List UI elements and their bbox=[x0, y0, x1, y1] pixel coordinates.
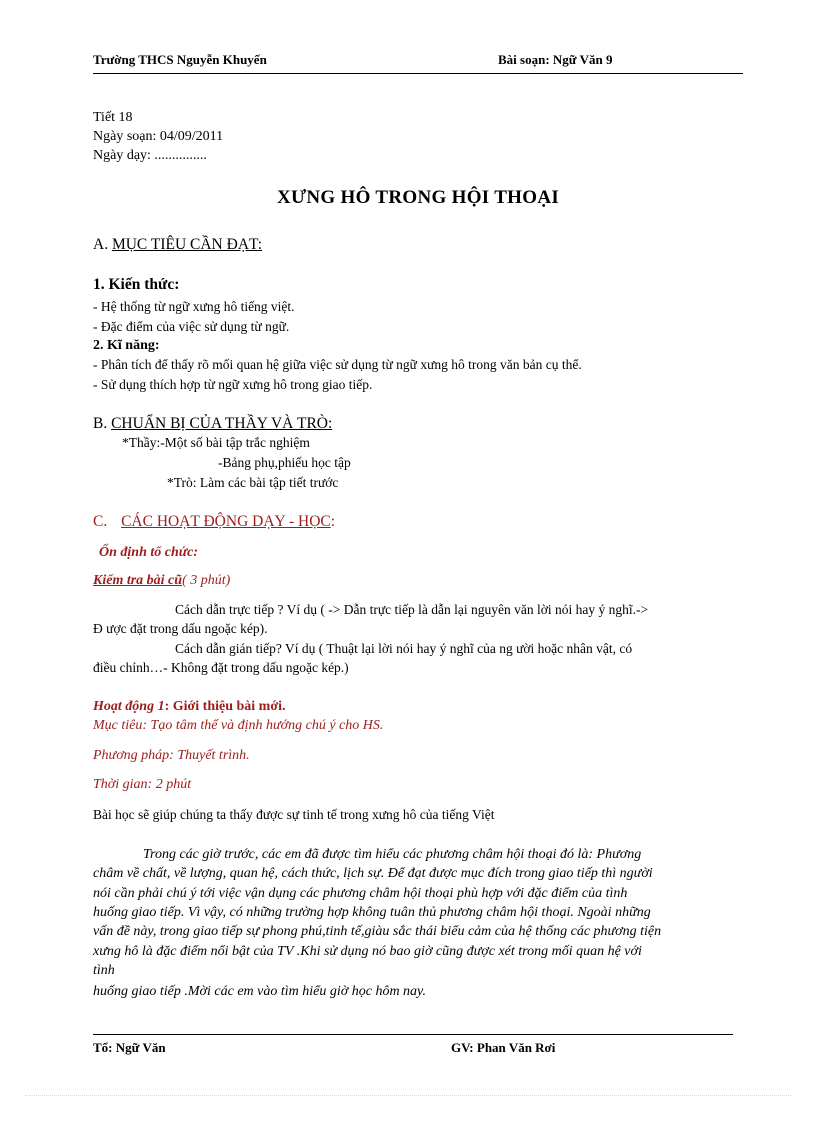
prepared-date: Ngày soạn: 04/09/2011 bbox=[93, 129, 224, 144]
student-prep: *Trò: Làm các bài tập tiết trước bbox=[167, 475, 339, 490]
activity-time: Thời gian: 2 phút bbox=[93, 777, 192, 792]
paragraph-line: huống giao tiếp. Vì vậy, có những trường hợp không tuân thủ phương châm hội thoại. Ngoài những bbox=[93, 905, 651, 920]
section-c-colon: : bbox=[330, 513, 336, 530]
page-title: XƯNG HÔ TRONG HỘI THOẠI bbox=[276, 187, 560, 208]
review-title: Kiểm tra bài cũ bbox=[93, 573, 183, 588]
review-heading bbox=[93, 573, 230, 589]
skills-item: - Sử dụng thích hợp từ ngữ xưng hô trong giao tiếp. bbox=[93, 377, 373, 392]
section-c-heading bbox=[93, 513, 335, 531]
knowledge-item: - Đặc điểm của việc sử dụng từ ngữ. bbox=[93, 319, 290, 334]
footer-dept: Tổ: Ngữ Văn bbox=[93, 1040, 166, 1055]
teacher-prep-2: -Bảng phụ,phiếu học tập bbox=[218, 455, 351, 470]
review-question-1-cont: Đ ược đặt trong dấu ngoặc kép). bbox=[93, 621, 268, 636]
section-a-title: MỤC TIÊU CẦN ĐẠT: bbox=[111, 236, 263, 253]
section-b-title: CHUẨN BỊ CỦA THẦY VÀ TRÒ: bbox=[111, 415, 333, 432]
review-time: ( 3 phút) bbox=[182, 573, 231, 588]
skills-heading: 2. Kĩ năng: bbox=[93, 338, 160, 353]
section-a-heading bbox=[93, 236, 262, 254]
taught-date: Ngày dạy: ............... bbox=[93, 148, 207, 163]
paragraph-line: châm về chất, về lượng, quan hệ, cách thức, lịch sự. Để đạt được mục đích trong giao tiếp thì người bbox=[93, 866, 653, 881]
review-question-2: Cách dẫn gián tiếp? Ví dụ ( Thuật lại lời nói hay ý nghĩ của ng ười hoặc nhân vật, có bbox=[175, 641, 633, 656]
header-school: Trường THCS Nguyễn Khuyến bbox=[93, 52, 267, 67]
paragraph-line: xưng hô là đặc điểm nổi bật của TV .Khi sử dụng nó bao giờ cũng được xét trong mối quan hệ với bbox=[93, 944, 642, 959]
teacher-prep: *Thầy:-Một số bài tập trắc nghiệm bbox=[122, 435, 310, 450]
section-c-letter: C. bbox=[93, 513, 108, 530]
section-b-heading bbox=[93, 415, 332, 433]
activity-method: Phương pháp: Thuyết trình. bbox=[93, 748, 250, 763]
period: Tiết 18 bbox=[93, 110, 133, 125]
header-rule bbox=[93, 73, 743, 74]
lesson-intro: Bài học sẽ giúp chúng ta thấy được sự tinh tế trong xưng hô của tiếng Việt bbox=[93, 807, 495, 822]
paragraph-line: tình bbox=[93, 963, 115, 978]
footer-rule bbox=[93, 1034, 733, 1035]
review-question-1: Cách dẫn trực tiếp ? Ví dụ ( -> Dẫn trực tiếp là dẫn lại nguyên văn lời nói hay ý nghĩ.-> bbox=[175, 602, 649, 617]
paragraph-line: vấn đề này, trong giao tiếp sự phong phú,tinh tế,giàu sắc thái biểu cảm của hệ thống các phương tiện bbox=[93, 924, 662, 939]
page-bottom-divider bbox=[25, 1095, 791, 1096]
stabilize-heading: Ổn định tổ chức: bbox=[99, 545, 199, 560]
footer-teacher: GV: Phan Văn Rơi bbox=[451, 1040, 556, 1055]
activity-heading bbox=[93, 699, 285, 715]
activity-label: Hoạt động 1 bbox=[93, 699, 165, 714]
knowledge-item: - Hệ thống từ ngữ xưng hô tiếng việt. bbox=[93, 299, 295, 314]
header-subject: Bài soạn: Ngữ Văn 9 bbox=[498, 52, 613, 67]
section-c-title: CÁC HOẠT ĐỘNG DẠY - HỌC bbox=[121, 513, 331, 530]
review-question-2-cont: điều chỉnh…- Không đặt trong dấu ngoặc kép.) bbox=[93, 660, 349, 675]
section-b-letter: B. bbox=[93, 415, 108, 432]
knowledge-heading: 1. Kiến thức: bbox=[93, 276, 180, 293]
activity-title: : Giới thiệu bài mới. bbox=[164, 699, 286, 714]
skills-item: - Phân tích để thấy rõ mối quan hệ giữa việc sử dụng từ ngữ xưng hô trong văn bản cụ thể. bbox=[93, 357, 582, 372]
paragraph-line: Trong các giờ trước, các em đã được tìm hiểu các phương châm hội thoại đó là: Phương bbox=[143, 847, 642, 862]
paragraph-line: nói cần phải chú ý tới việc vận dụng các phương châm hội thoại phù hợp với đặc điểm của tình bbox=[93, 886, 628, 901]
section-a-letter: A. bbox=[93, 236, 109, 253]
activity-goal: Mục tiêu: Tạo tâm thế và định hướng chú ý cho HS. bbox=[93, 718, 384, 733]
paragraph-line: huống giao tiếp .Mời các em vào tìm hiểu giờ học hôm nay. bbox=[93, 984, 426, 999]
